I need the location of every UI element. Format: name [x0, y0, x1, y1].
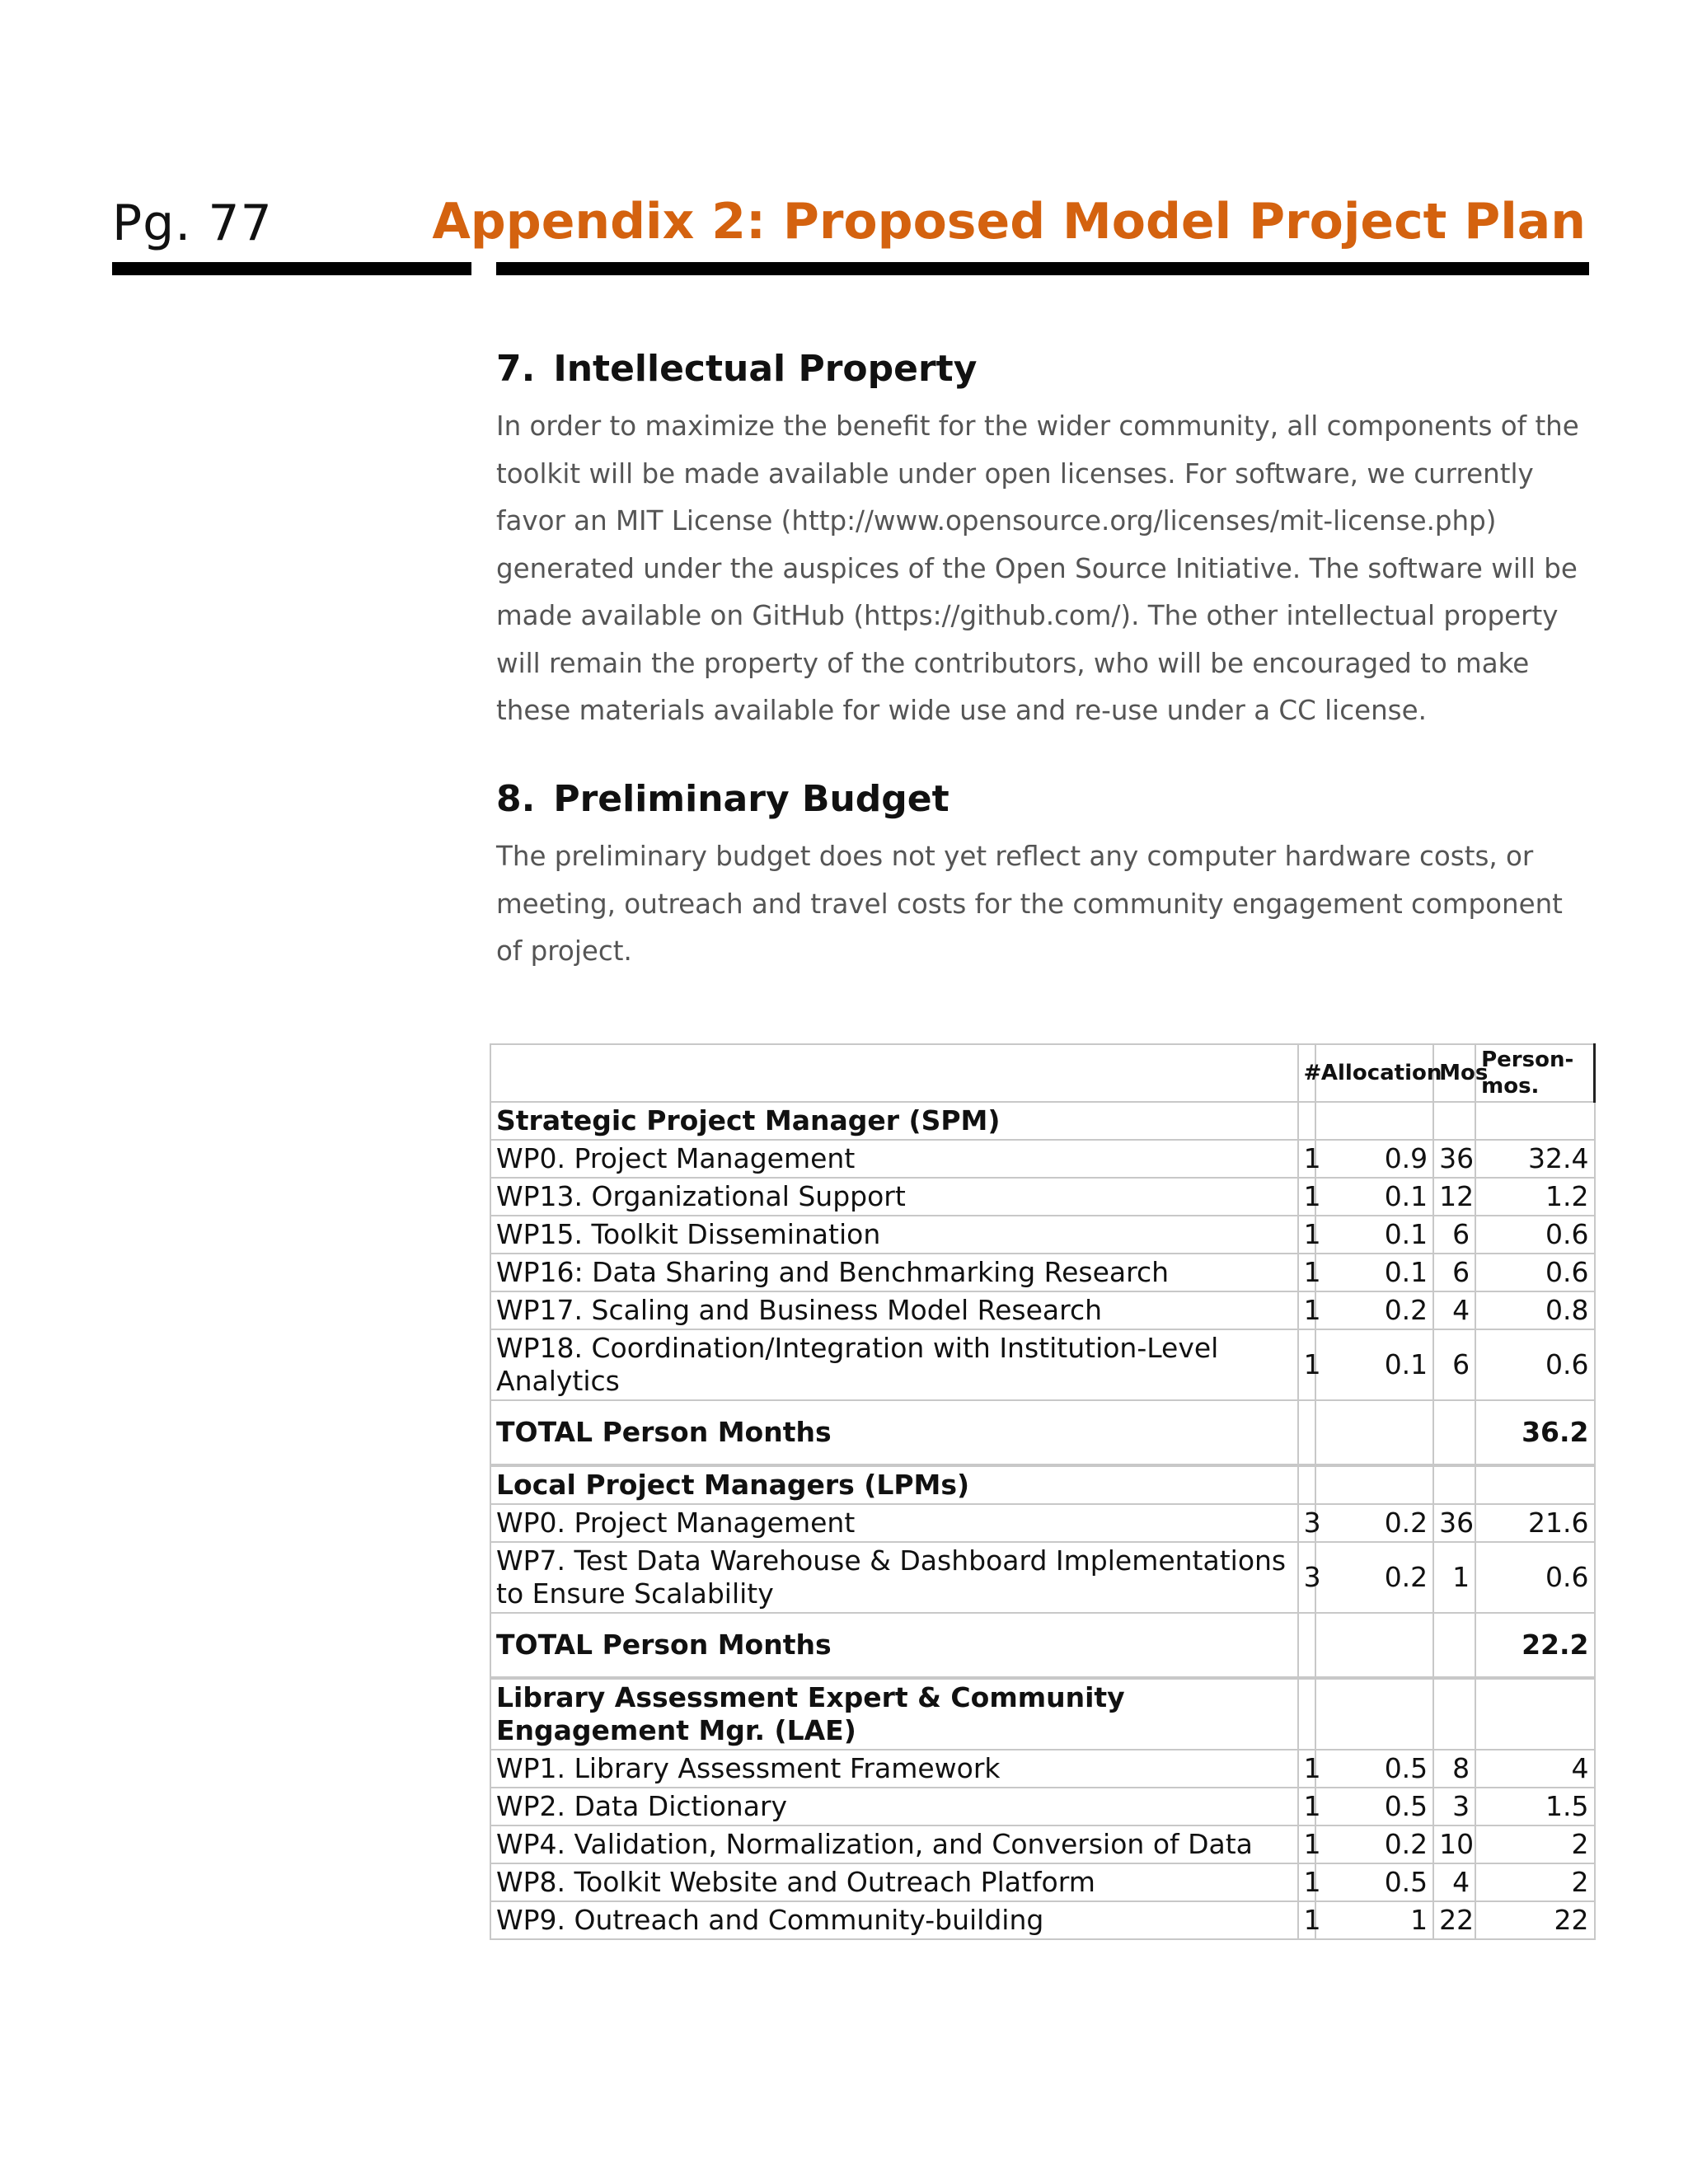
staff-count: 1: [1298, 1901, 1315, 1939]
work-package-label: WP9. Outreach and Community-building: [490, 1901, 1298, 1939]
months-value: 6: [1433, 1254, 1475, 1291]
header-rule-left: [112, 262, 471, 275]
allocation-value: 0.9: [1315, 1140, 1433, 1178]
empty-cell: [1433, 1400, 1475, 1465]
months-value: 1: [1433, 1542, 1475, 1613]
allocation-value: 0.1: [1315, 1254, 1433, 1291]
column-header-person-months: Person-mos.: [1475, 1044, 1594, 1102]
page-title: Appendix 2: Proposed Model Project Plan: [432, 193, 1586, 251]
empty-cell: [1433, 1678, 1475, 1750]
allocation-value: 0.2: [1315, 1504, 1433, 1542]
table-row: [490, 1825, 1595, 1863]
empty-cell: [1298, 1102, 1315, 1140]
work-package-label: WP4. Validation, Normalization, and Conversion of Data: [490, 1825, 1298, 1863]
months-value: 6: [1433, 1216, 1475, 1254]
person-months-value: 1.2: [1475, 1178, 1594, 1216]
work-package-label: WP1. Library Assessment Framework: [490, 1750, 1298, 1788]
empty-cell: [1433, 1465, 1475, 1504]
empty-cell: [1475, 1678, 1594, 1750]
work-package-label: WP18. Coordination/Integration with Institution-Level Analytics: [490, 1329, 1298, 1400]
empty-cell: [1315, 1400, 1433, 1465]
table-row: [490, 1863, 1595, 1901]
empty-cell: [1298, 1465, 1315, 1504]
allocation-value: 0.5: [1315, 1750, 1433, 1788]
table-row: [490, 1178, 1595, 1216]
budget-table-body: [490, 1102, 1595, 1939]
work-package-label: WP7. Test Data Warehouse & Dashboard Implementations to Ensure Scalability: [490, 1542, 1298, 1613]
work-package-label: WP13. Organizational Support: [490, 1178, 1298, 1216]
allocation-value: 1: [1315, 1901, 1433, 1939]
staff-count: 1: [1298, 1825, 1315, 1863]
work-package-label: WP15. Toolkit Dissemination: [490, 1216, 1298, 1254]
allocation-value: 0.1: [1315, 1216, 1433, 1254]
table-row: [490, 1788, 1595, 1825]
person-months-value: 4: [1475, 1750, 1594, 1788]
allocation-value: 0.5: [1315, 1863, 1433, 1901]
allocation-value: 0.2: [1315, 1291, 1433, 1329]
months-value: 4: [1433, 1863, 1475, 1901]
group-heading-row: [490, 1465, 1595, 1504]
staff-count: 1: [1298, 1216, 1315, 1254]
staff-count: 1: [1298, 1788, 1315, 1825]
table-row: [490, 1750, 1595, 1788]
table-row: [490, 1542, 1595, 1613]
person-months-value: 32.4: [1475, 1140, 1594, 1178]
months-value: 22: [1433, 1901, 1475, 1939]
months-value: 4: [1433, 1291, 1475, 1329]
total-value: 36.2: [1475, 1400, 1594, 1465]
table-row: [490, 1140, 1595, 1178]
table-row: [490, 1329, 1595, 1400]
header-rule-right: [496, 262, 1589, 275]
column-header-allocation: Allocation: [1315, 1044, 1433, 1102]
section-heading: [496, 778, 1592, 820]
empty-cell: [1315, 1102, 1433, 1140]
staff-count: 3: [1298, 1542, 1315, 1613]
total-row: [490, 1613, 1595, 1678]
section-heading: [496, 348, 1592, 390]
total-label: TOTAL Person Months: [490, 1400, 1298, 1465]
months-value: 12: [1433, 1178, 1475, 1216]
section-title: Intellectual Property: [553, 348, 978, 390]
staff-count: 1: [1298, 1750, 1315, 1788]
person-months-value: 21.6: [1475, 1504, 1594, 1542]
person-months-value: 0.6: [1475, 1329, 1594, 1400]
staff-count: 1: [1298, 1140, 1315, 1178]
table-row: [490, 1254, 1595, 1291]
total-row: [490, 1400, 1595, 1465]
group-heading-row: [490, 1102, 1595, 1140]
table-row: [490, 1291, 1595, 1329]
empty-cell: [1298, 1678, 1315, 1750]
empty-cell: [1315, 1613, 1433, 1678]
staff-count: 1: [1298, 1178, 1315, 1216]
section-preliminary-budget: [496, 778, 1592, 976]
empty-cell: [1298, 1613, 1315, 1678]
staff-count: 1: [1298, 1291, 1315, 1329]
empty-cell: [1475, 1465, 1594, 1504]
empty-cell: [1433, 1102, 1475, 1140]
staff-count: 1: [1298, 1329, 1315, 1400]
column-header-months: Mos: [1433, 1044, 1475, 1102]
staff-count: 3: [1298, 1504, 1315, 1542]
group-heading: Strategic Project Manager (SPM): [490, 1102, 1298, 1140]
person-months-value: 0.8: [1475, 1291, 1594, 1329]
empty-cell: [1475, 1102, 1594, 1140]
table-row: [490, 1216, 1595, 1254]
table-header-row: [490, 1044, 1595, 1102]
work-package-label: WP8. Toolkit Website and Outreach Platform: [490, 1863, 1298, 1901]
allocation-value: 0.2: [1315, 1825, 1433, 1863]
person-months-value: 22: [1475, 1901, 1594, 1939]
work-package-label: WP16: Data Sharing and Benchmarking Research: [490, 1254, 1298, 1291]
work-package-label: WP2. Data Dictionary: [490, 1788, 1298, 1825]
group-heading: Local Project Managers (LPMs): [490, 1465, 1298, 1504]
table-row: [490, 1504, 1595, 1542]
empty-cell: [1433, 1613, 1475, 1678]
allocation-value: 0.2: [1315, 1542, 1433, 1613]
allocation-value: 0.1: [1315, 1178, 1433, 1216]
months-value: 10: [1433, 1825, 1475, 1863]
page-number: Pg. 77: [112, 194, 273, 252]
allocation-value: 0.5: [1315, 1788, 1433, 1825]
section-body: In order to maximize the benefit for the wider community, all components of the toolkit will be made available under open licenses. For software, we currently favor an MIT License (http://www.opensource.org/licenses/mit-license.php) generated under the auspices of the Open Source Initiative. The software will be made available on GitHub (https://github.com/). The other intellectual property will remain the property of the contributors, who will be encouraged to make these materials available for wide use and re-use under a CC license.: [496, 410, 1579, 726]
months-value: 6: [1433, 1329, 1475, 1400]
person-months-value: 0.6: [1475, 1216, 1594, 1254]
section-number: 7.: [496, 348, 536, 390]
months-value: 36: [1433, 1504, 1475, 1542]
total-label: TOTAL Person Months: [490, 1613, 1298, 1678]
section-intellectual-property: [496, 348, 1592, 735]
table-row: [490, 1901, 1595, 1939]
person-months-value: 2: [1475, 1825, 1594, 1863]
staff-count: 1: [1298, 1863, 1315, 1901]
column-header-label: [490, 1044, 1298, 1102]
work-package-label: WP0. Project Management: [490, 1504, 1298, 1542]
section-body: The preliminary budget does not yet reflect any computer hardware costs, or meeting, outreach and travel costs for the community engagement component of project.: [496, 841, 1563, 967]
person-months-value: 1.5: [1475, 1788, 1594, 1825]
person-months-value: 2: [1475, 1863, 1594, 1901]
empty-cell: [1315, 1678, 1433, 1750]
person-months-value: 0.6: [1475, 1254, 1594, 1291]
column-header-count: #: [1298, 1044, 1315, 1102]
total-value: 22.2: [1475, 1613, 1594, 1678]
staff-count: 1: [1298, 1254, 1315, 1291]
work-package-label: WP17. Scaling and Business Model Research: [490, 1291, 1298, 1329]
group-heading-row: [490, 1678, 1595, 1750]
empty-cell: [1298, 1400, 1315, 1465]
empty-cell: [1315, 1465, 1433, 1504]
months-value: 8: [1433, 1750, 1475, 1788]
months-value: 3: [1433, 1788, 1475, 1825]
group-heading: Library Assessment Expert & Community Engagement Mgr. (LAE): [490, 1678, 1298, 1750]
budget-table: [490, 1043, 1596, 1940]
allocation-value: 0.1: [1315, 1329, 1433, 1400]
months-value: 36: [1433, 1140, 1475, 1178]
person-months-value: 0.6: [1475, 1542, 1594, 1613]
work-package-label: WP0. Project Management: [490, 1140, 1298, 1178]
section-number: 8.: [496, 778, 536, 820]
section-title: Preliminary Budget: [553, 778, 950, 820]
